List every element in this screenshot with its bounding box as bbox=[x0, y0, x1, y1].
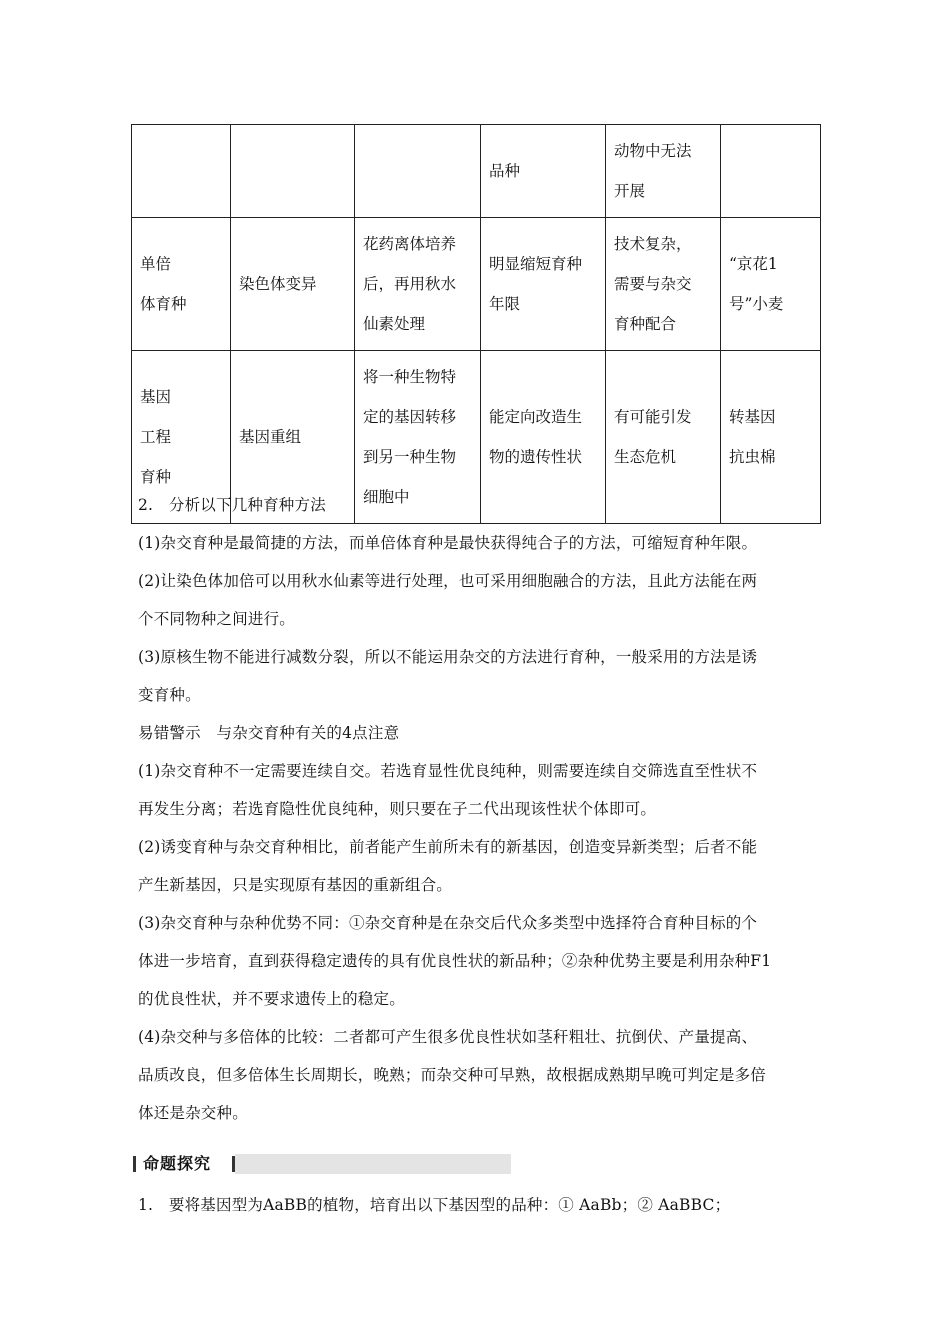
section-bar bbox=[232, 1156, 235, 1172]
warning-line: 品质改良，但多倍体生长周期长，晚熟；而杂交种可早熟，故根据成熟期早晚可判定是多倍 bbox=[138, 1066, 767, 1084]
cell-text: 转基因 bbox=[729, 408, 776, 426]
cell-text: 抗虫棉 bbox=[729, 448, 776, 466]
table-cell bbox=[481, 218, 606, 351]
cell-text: 将一种生物特 bbox=[363, 368, 457, 386]
cell-text: 后，再用秋水 bbox=[363, 275, 457, 293]
cell-text: 基因 bbox=[140, 388, 172, 406]
cell-text: 工程 bbox=[140, 428, 172, 446]
cell-text: 基因重组 bbox=[239, 428, 302, 446]
table-cell bbox=[355, 125, 481, 218]
cell-text: 物的遗传性状 bbox=[489, 448, 583, 466]
cell-text: 花药离体培养 bbox=[363, 235, 457, 253]
warning-title: 易错警示 与杂交育种有关的4点注意 bbox=[138, 724, 400, 742]
table-cell bbox=[231, 125, 355, 218]
cell-text: 技术复杂， bbox=[614, 235, 692, 253]
table-cell bbox=[231, 218, 355, 351]
cell-text: 开展 bbox=[614, 182, 646, 200]
analysis-line: (3)原核生物不能进行减数分裂，所以不能运用杂交的方法进行育种，一般采用的方法是诱 bbox=[138, 648, 758, 666]
cell-text: 生态危机 bbox=[614, 448, 677, 466]
cell-text: 需要与杂交 bbox=[614, 275, 692, 293]
cell-text: 有可能引发 bbox=[614, 408, 692, 426]
cell-text: 细胞中 bbox=[363, 488, 410, 506]
table-row bbox=[132, 218, 821, 351]
warning-line: (2)诱变育种与杂交育种相比，前者能产生前所未有的新基因，创造变异新类型；后者不能 bbox=[138, 838, 758, 856]
section-title: 命题探究 bbox=[143, 1154, 212, 1173]
analysis-section bbox=[138, 486, 818, 714]
table-cell bbox=[481, 125, 606, 218]
cell-text: 体育种 bbox=[140, 295, 187, 313]
warning-section bbox=[138, 714, 818, 1132]
table-cell bbox=[606, 125, 721, 218]
table-cell bbox=[721, 218, 821, 351]
cell-text: “京花1 bbox=[729, 255, 778, 273]
question-line: 1. 要将基因型为AaBB的植物，培育出以下基因型的品种：① AaBb；② AaBBC； bbox=[138, 1196, 731, 1214]
cell-text: 育种配合 bbox=[614, 315, 677, 333]
cell-text: 年限 bbox=[489, 295, 521, 313]
cell-text: 染色体变异 bbox=[239, 275, 317, 293]
warning-line: (1)杂交育种不一定需要连续自交。若选育显性优良纯种，则需要连续自交筛选直至性状不 bbox=[138, 762, 758, 780]
table-cell bbox=[132, 125, 231, 218]
section-header bbox=[133, 1154, 511, 1174]
cell-text: 定的基因转移 bbox=[363, 408, 457, 426]
warning-line: (3)杂交育种与杂种优势不同：①杂交育种是在杂交后代众多类型中选择符合育种目标的个 bbox=[138, 914, 758, 932]
warning-line: 产生新基因，只是实现原有基因的重新组合。 bbox=[138, 876, 453, 894]
analysis-title: 2. 分析以下几种育种方法 bbox=[138, 496, 326, 514]
cell-text: 仙素处理 bbox=[363, 315, 426, 333]
table-cell bbox=[132, 218, 231, 351]
warning-line: 再发生分离；若选育隐性优良纯种，则只要在子二代出现该性状个体即可。 bbox=[138, 800, 657, 818]
cell-text: 号”小麦 bbox=[729, 295, 784, 313]
table-cell bbox=[606, 218, 721, 351]
warning-line: 的优良性状，并不要求遗传上的稳定。 bbox=[138, 990, 405, 1008]
cell-text: 能定向改造生 bbox=[489, 408, 583, 426]
analysis-line: 个不同物种之间进行。 bbox=[138, 610, 296, 628]
table-cell bbox=[355, 218, 481, 351]
cell-text: 动物中无法 bbox=[614, 142, 692, 160]
question-section bbox=[138, 1186, 818, 1224]
breeding-methods-table bbox=[131, 124, 821, 524]
cell-text: 明显缩短育种 bbox=[489, 255, 583, 273]
table-cell bbox=[721, 125, 821, 218]
table-row bbox=[132, 125, 821, 218]
analysis-line: (2)让染色体加倍可以用秋水仙素等进行处理，也可采用细胞融合的方法，且此方法能在两 bbox=[138, 572, 758, 590]
warning-line: (4)杂交种与多倍体的比较：二者都可产生很多优良性状如茎秆粗壮、抗倒伏、产量提高、 bbox=[138, 1028, 758, 1046]
cell-text: 到另一种生物 bbox=[363, 448, 457, 466]
cell-text: 品种 bbox=[489, 162, 521, 180]
cell-text: 育种 bbox=[140, 468, 172, 486]
analysis-line: 变育种。 bbox=[138, 686, 201, 704]
warning-line: 体进一步培育，直到获得稳定遗传的具有优良性状的新品种；②杂种优势主要是利用杂种F1 bbox=[138, 952, 772, 970]
warning-line: 体还是杂交种。 bbox=[138, 1104, 248, 1122]
analysis-line: (1)杂交育种是最简捷的方法，而单倍体育种是最快获得纯合子的方法，可缩短育种年限。 bbox=[138, 534, 758, 552]
section-bar bbox=[133, 1156, 136, 1172]
cell-text: 单倍 bbox=[140, 255, 172, 273]
